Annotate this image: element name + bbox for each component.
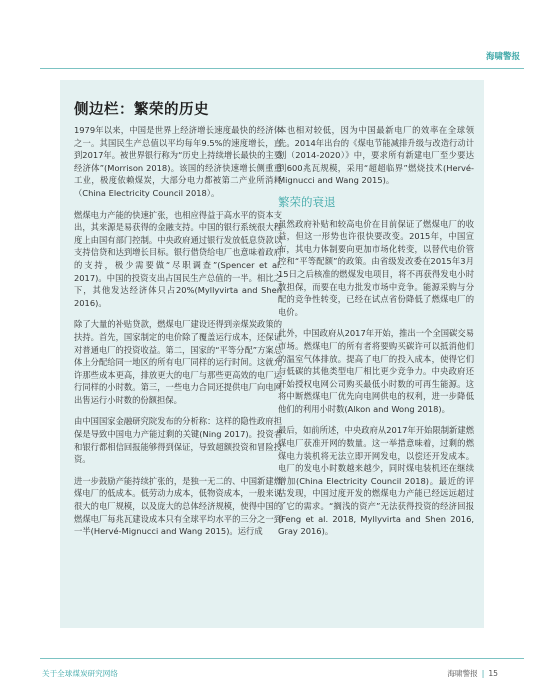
- footer-link-about[interactable]: 关于全球煤炭研究网络: [42, 669, 118, 678]
- paragraph: 由中国国家金融研究院发布的分析称：这样的隐性政府担保是导致中国电力产能过剩的关键(Ning 2017)。投资者和银行都相信回报能够得到保证，导致超额投资和冒险投资。: [74, 416, 282, 465]
- header-brand: 海啸警报: [485, 52, 520, 62]
- footer-separator: |: [481, 669, 485, 678]
- footer-divider: [40, 658, 524, 659]
- paragraph: 此外，中国政府从2017年开始，推出一个全国碳交易市场。燃煤电厂的所有者将要购买碳许可以抵消他们的温室气体排放。提高了电厂的投入成本，使得它们与低碳的其他类型电厂相比更少竞争力。中央政府还开始授权电网公司购买最低小时数的可再生能源。这将中断燃煤电厂优先向电网供电的权利，进一步降低他们的利用小时数(Alkon and Wong 2018)。: [278, 328, 474, 414]
- paragraph: 1979年以来，中国是世界上经济增长速度最快的经济体之一。其国民生产总值以平均每年9.5%的速度增长，直到2017年。被世界银行称为“历史上持续增长最快的主要经济体”(Morrison 2018)。该国的经济快速增长侧重重工业，极度依赖煤炭，大部分电力都被第二产业所消耗（China Electricity Council 2018）。: [74, 125, 282, 198]
- sidebar-right-column: [278, 124, 474, 547]
- section-subheading: 繁荣的衰退: [278, 194, 336, 209]
- footer-brand: 海啸警报: [447, 669, 478, 678]
- paragraph: 燃煤电力产能的快速扩张，也相应得益于高水平的资本支出，其来源是易获得的金融支持。中国的银行系统很大程度上由国有部门控制。中央政府通过银行发放低息贷款以支持信贷和达到增长目标。银行借贷给电厂也意味着政府的支持，极少需要做“尽职调查”(Spencer et al. 2017)。中国的投资支出占国民生产总值的一半。相比之下，其他发达经济体只占20%(Myllyvirta and Shen 2016)。: [74, 209, 282, 308]
- header-divider: [40, 68, 524, 69]
- sidebar-left-column: [74, 124, 282, 547]
- page-number: 15: [488, 669, 498, 678]
- footer-page-info: [447, 668, 498, 679]
- paragraph: 进一步鼓励产能持续扩张的，是独一无二的、中国新建燃煤电厂的低成本。低劳动力成本，低物资成本，一般来说很大的电厂规模，以及庞大的总体经济规模，使得中国的燃煤电厂每兆瓦建设成本只有全球平均水平的三分之一到一半(Hervé-Mignucci and Wang 2015)。运行成: [74, 475, 282, 537]
- paragraph: 最后，如前所述，中央政府从2017年开始限制新建燃煤电厂获准开网的数量。这一举措意味着，过剩的燃煤电力装机将无法立即开网发电，以偿还开发成本。电厂的发电小时数越来越少，同时煤电装机还在继续增加(China Electricity Council 2018)。最近的评估发现，中国过度开发的燃煤电力产能已经远远超过了它的需求。“搁浅的资产”无法获得投资的经济回报(Feng et al. 2018, Myllyvirta and Shen 2016, Gray 2016)。: [278, 425, 474, 537]
- paragraph: 本也相对较低，因为中国最新电厂的效率在全球领先。2014年出台的《煤电节能减排升级与改造行动计划（2014-2020）》中，要求所有新建电厂至少要达到600兆瓦规模，采用“超超临界”燃烧技术(Hervé-Mignucci and Wang 2015)。: [278, 125, 474, 186]
- paragraph: 虽然政府补贴和较高电价在目前保证了燃煤电厂的收益，但这一形势也许很快要改变。2015年，中国宣布，其电力体制要向更加市场化转变，以替代电价管控和“平等配额”的政策。由省级发改委在2015年3月15日之后核准的燃煤发电项目，将不再获得发电小时数担保，而要在电力批发市场中竞争。能源采购与分配的竞争性转变，已经在试点省份降低了燃煤电厂的电价。: [278, 218, 474, 317]
- paragraph: 除了大量的补贴贷款，燃煤电厂建设还得到亲煤炭政策的扶持。首先，国家制定的电价除了覆盖运行成本，还保证对普通电厂的投资收益。第二，国家的“平等分配”方案总体上分配给同一地区的所有电厂同样的运行时间。这就允许那些成本更高，排放更大的电厂与那些更高效的电厂运行同样的小时数。第三，一些电力合同还提供电厂向电网出售运行小时数的份额担保。: [74, 319, 282, 405]
- sidebar-title: 侧边栏：繁荣的历史: [74, 102, 209, 118]
- page-header: [0, 0, 540, 66]
